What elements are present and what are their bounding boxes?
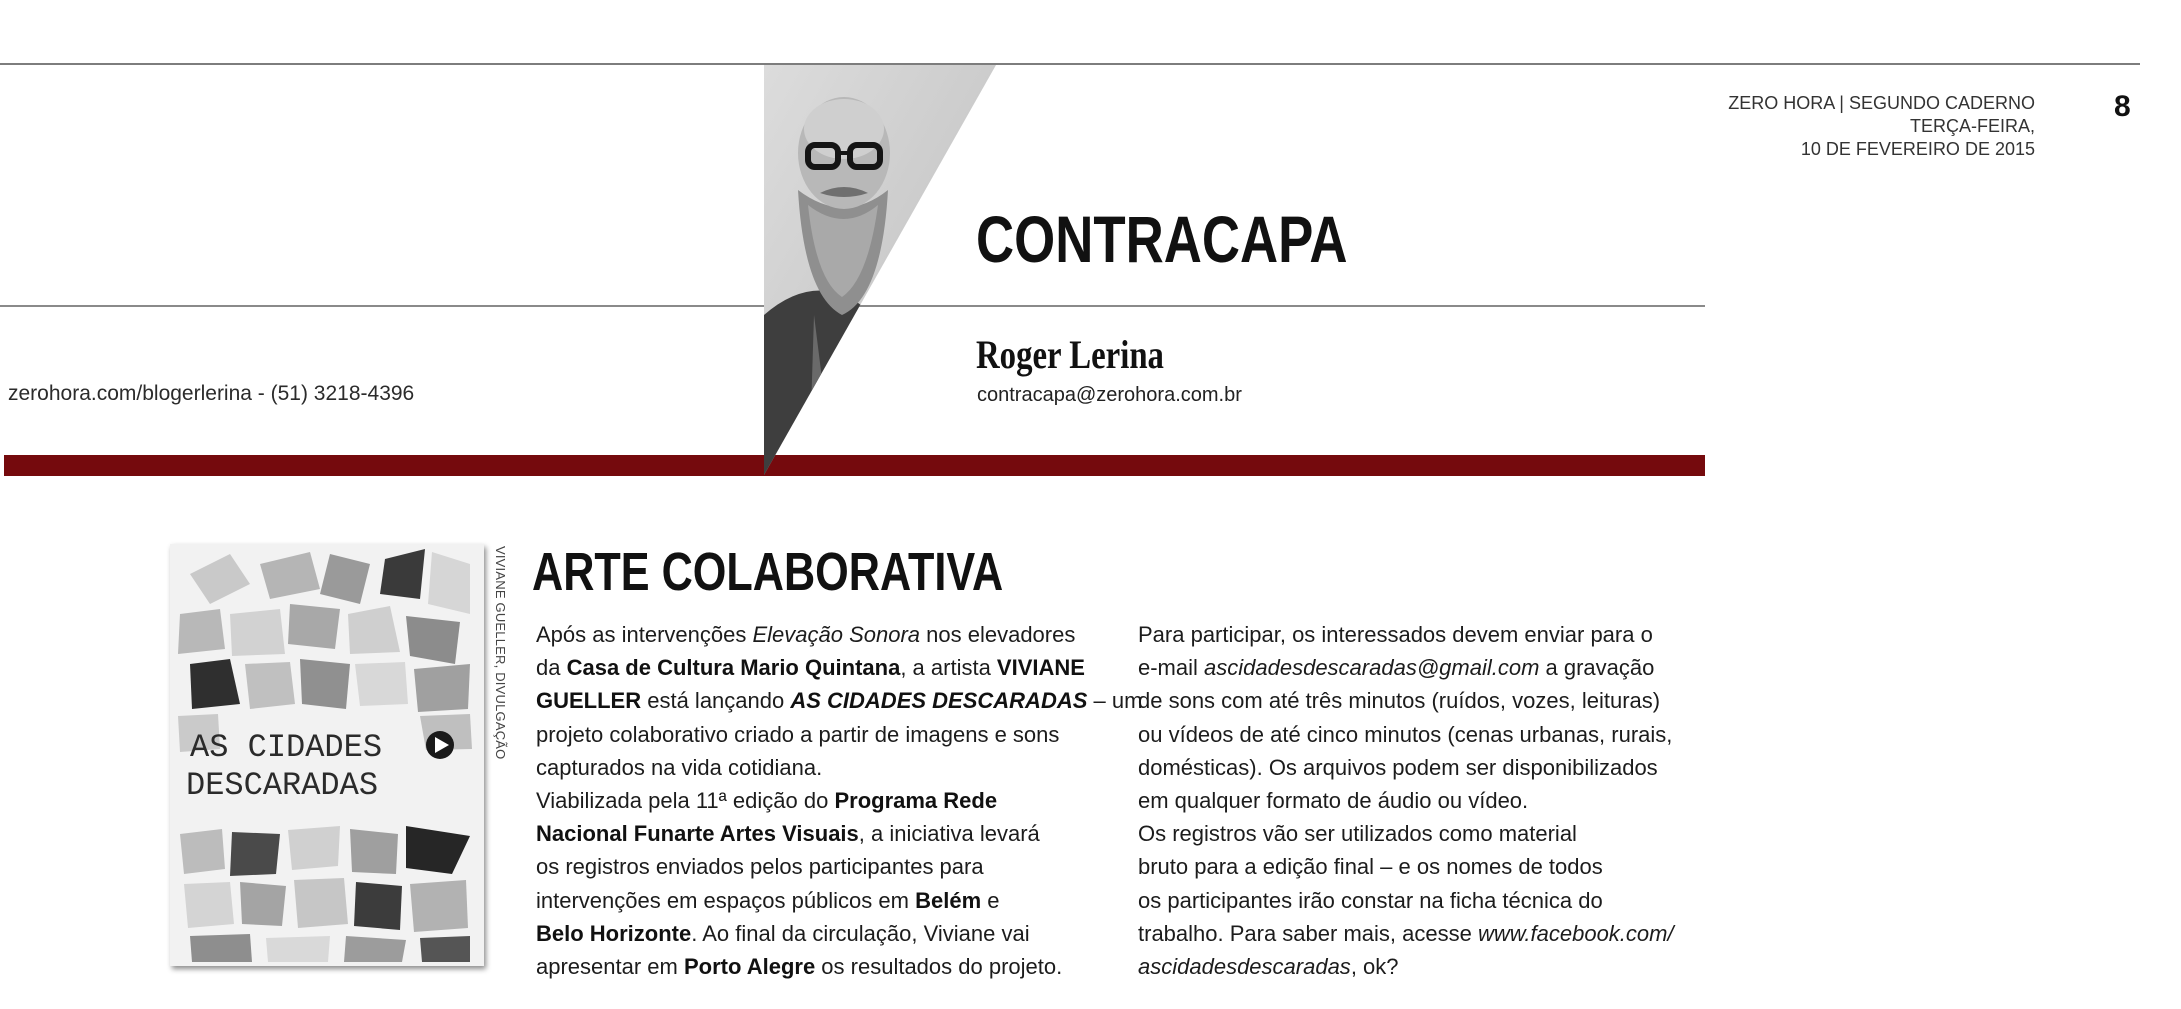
text-line: Nacional Funarte Artes Visuais, a iniciativa levará	[536, 821, 1040, 847]
article-column-2	[1138, 618, 1674, 983]
text-line: apresentar em Porto Alegre os resultados do projeto.	[536, 954, 1063, 980]
text-line: GUELLER está lançando AS CIDADES DESCARADAS – um	[536, 688, 1143, 714]
section-title: CONTRACAPA	[976, 202, 1348, 276]
text-line: e-mail ascidadesdescaradas@gmail.com a gravação	[1138, 655, 1655, 681]
text-line: Para participar, os interessados devem enviar para o	[1138, 622, 1653, 647]
text-line: capturados na vida cotidiana.	[536, 754, 823, 780]
text-line: da Casa de Cultura Mario Quintana, a artista VIVIANE	[536, 655, 1085, 681]
text-line: intervenções em espaços públicos em Belém e	[536, 887, 1000, 913]
text-line: em qualquer formato de áudio ou vídeo.	[1138, 788, 1529, 814]
masthead-info	[1728, 92, 2035, 161]
text-line: Viabilizada pela 11ª edição do Programa Rede	[536, 788, 998, 814]
blog-contact: zerohora.com/blogerlerina - (51) 3218-4396	[8, 382, 415, 405]
text-line: Os registros vão ser utilizados como material	[1138, 821, 1577, 847]
album-cover-image	[170, 544, 484, 966]
cover-title-line1: AS CIDADES	[190, 729, 383, 766]
article-column-1	[536, 618, 1142, 983]
text-line: Belo Horizonte. Ao final da circulação, Viviane vai	[536, 920, 1030, 946]
text-line: os participantes irão constar na ficha técnica do	[1138, 887, 1603, 913]
text-line: ou vídeos de até cinco minutos (cenas urbanas, rurais,	[1138, 721, 1673, 747]
columnist-portrait	[764, 65, 996, 475]
author-name: Roger Lerina	[976, 332, 1164, 377]
photo-credit: VIVIANE GUELLER, DIVULGAÇÃO	[493, 546, 508, 760]
text-line: ascidadesdescaradas, ok?	[1138, 954, 1399, 980]
text-line: domésticas). Os arquivos podem ser disponibilizados	[1138, 754, 1658, 780]
page-number: 8	[2114, 90, 2131, 123]
publication-date: 10 DE FEVEREIRO DE 2015	[1800, 139, 2035, 159]
text-line: de sons com até três minutos (ruídos, vozes, leituras)	[1138, 688, 1661, 714]
article-title: ARTE COLABORATIVA	[532, 542, 1004, 602]
text-line: trabalho. Para saber mais, acesse www.facebook.com/	[1138, 920, 1674, 946]
text-line: projeto colaborativo criado a partir de imagens e sons	[536, 721, 1060, 747]
text-line: Após as intervenções Elevação Sonora nos elevadores	[536, 622, 1076, 647]
publication-name: ZERO HORA | SEGUNDO CADERNO	[1728, 93, 2035, 113]
text-line: os registros enviados pelos participantes para	[536, 854, 984, 880]
author-email: contracapa@zerohora.com.br	[977, 384, 1242, 406]
top-rule	[0, 63, 2140, 65]
cover-title-line2: DESCARADAS	[186, 767, 379, 804]
publication-weekday: TERÇA-FEIRA,	[1909, 116, 2035, 136]
text-line: bruto para a edição final – e os nomes de todos	[1138, 854, 1603, 880]
